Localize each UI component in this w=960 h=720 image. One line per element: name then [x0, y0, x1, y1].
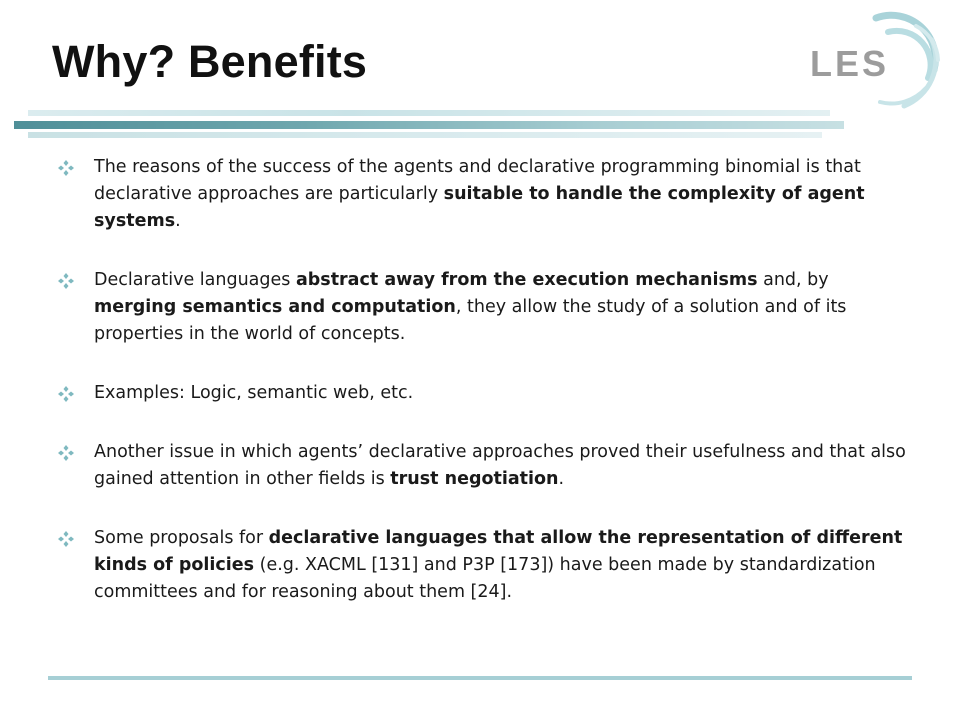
bullet-segment: Declarative languages — [94, 270, 296, 290]
four-diamond-bullet-icon — [58, 531, 74, 547]
bullet-item — [58, 380, 908, 407]
title-rule-bottom — [28, 132, 822, 138]
logo-text: LES — [810, 43, 890, 84]
bullet-segment: . — [175, 211, 181, 231]
bullet-segment-bold: declarative languages that allow the representation of different kinds of policies — [94, 528, 903, 575]
four-diamond-bullet-icon — [58, 160, 74, 176]
bullet-item — [58, 154, 908, 235]
bullet-item — [58, 267, 908, 348]
bullet-text — [94, 154, 908, 235]
bullet-segment: The reasons of the success of the agents and declarative programming binomial is that declarative approaches are particularly — [94, 157, 861, 204]
bullet-text — [94, 380, 908, 407]
footer-rule — [48, 676, 912, 680]
bullet-item — [58, 439, 908, 493]
bullet-segment: Another issue in which agents’ declarative approaches proved their usefulness and that also gained attention in other fields is — [94, 442, 906, 489]
title-rule-top — [28, 110, 830, 116]
bullet-list — [58, 154, 908, 638]
bullet-segment: Some proposals for — [94, 528, 269, 548]
bullet-text — [94, 525, 908, 606]
bullet-text — [94, 439, 908, 493]
bullet-segment: (e.g. XACML [131] and P3P [173]) have been made by standardization committees and for reasoning about them [24]. — [94, 555, 876, 602]
four-diamond-bullet-icon — [58, 273, 74, 289]
slide-title: Why? Benefits — [52, 36, 368, 87]
bullet-item — [58, 525, 908, 606]
four-diamond-bullet-icon — [58, 386, 74, 402]
bullet-segment-bold: trust negotiation — [390, 469, 559, 489]
four-diamond-bullet-icon — [58, 445, 74, 461]
bullet-text — [94, 267, 908, 348]
title-rule-main — [14, 121, 844, 129]
les-logo — [806, 10, 946, 110]
bullet-segment-bold: abstract away from the execution mechanisms — [295, 270, 758, 290]
bullet-segment: . — [558, 469, 565, 489]
bullet-segment-bold: merging semantics and computation — [94, 297, 456, 317]
bullet-segment: Examples: Logic, semantic web, etc. — [94, 383, 414, 403]
bullet-segment-bold: suitable to handle the complexity of agent systems — [94, 184, 865, 231]
bullet-segment: , they allow the study of a solution and of its properties in the world of concepts. — [94, 297, 847, 344]
bullet-segment: and, by — [757, 270, 829, 290]
swirl-icon — [806, 10, 946, 110]
